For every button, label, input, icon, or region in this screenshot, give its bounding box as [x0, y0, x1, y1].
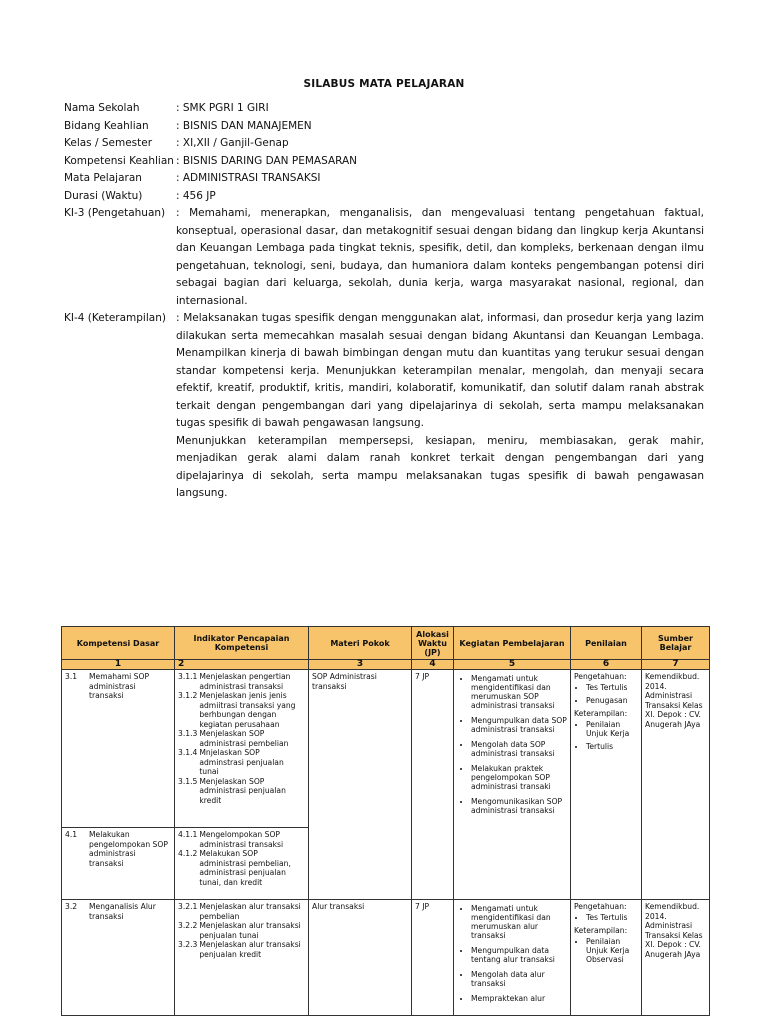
penilaian-item: • Penilaian Unjuk Kerja — [586, 720, 638, 738]
info-label: Kelas / Semester — [64, 137, 153, 149]
penilaian-cell — [571, 900, 642, 1016]
ipk-text: Melakukan SOP administrasi pembelian, administrasi penjualan tunai, dan kredit — [199, 849, 291, 887]
kd-number: 4.1 — [65, 830, 78, 839]
kd-text: Menganalisis Alur transaksi — [89, 902, 156, 921]
ipk-number: 3.2.1 — [178, 902, 198, 911]
kegiatan-item: • Mengamati untuk mengidentifikasi dan merumuskan SOP administrasi transaksi — [471, 674, 567, 710]
ipk-number: 3.1.4 — [178, 748, 198, 757]
info-row-subject — [64, 170, 704, 188]
penilaian-cell — [571, 670, 642, 900]
column-number: 1 — [62, 660, 175, 670]
penilaian-keterampilan-label: Keterampilan: — [574, 709, 628, 718]
penilaian-item: • Penilaian Unjuk Kerja Observasi — [586, 937, 638, 964]
header-kegiatan: Kegiatan Pembelajaran — [454, 627, 571, 660]
syllabus-table — [61, 626, 710, 1016]
column-number: 7 — [642, 660, 710, 670]
ipk-cell — [175, 670, 309, 828]
ipk-text: Menjelaskan alur transaksi penjualan tunai — [199, 921, 301, 940]
info-value: : SMK PGRI 1 GIRI — [176, 102, 269, 114]
ipk-text: Menjelaskan pengertian administrasi transaksi — [199, 672, 291, 691]
info-value: : 456 JP — [176, 189, 216, 202]
materi-cell: SOP Administrasi transaksi — [309, 670, 412, 900]
waktu-cell: 7 JP — [412, 670, 454, 900]
ipk-number: 3.1.5 — [178, 776, 198, 786]
column-number: 6 — [571, 660, 642, 670]
info-label: KI-3 (Pengetahuan) — [64, 207, 166, 219]
penilaian-item: • Tes Tertulis — [586, 913, 638, 922]
kegiatan-item: • Mengumpulkan data SOP administrasi transaksi — [471, 716, 567, 734]
ipk-cell — [175, 900, 309, 1016]
info-row-ki3 — [64, 205, 704, 310]
penilaian-pengetahuan-label: Pengetahuan: — [574, 902, 627, 911]
kegiatan-item: • Mengumpulkan data tentang alur transaksi — [471, 946, 567, 964]
sumber-cell: Kemendikbud. 2014. Administrasi Transaksi Kelas XI. Depok : CV. Anugerah JAya — [642, 900, 710, 1016]
info-row-ki4 — [64, 310, 704, 503]
penilaian-keterampilan-label: Keterampilan: — [574, 926, 628, 935]
info-row-duration — [64, 188, 704, 206]
info-row-competency — [64, 153, 704, 171]
ipk-text: Menjelaskan jenis jenis admiitrasi transaksi yang berhbungan dengan kegiatan perusahaan — [199, 691, 296, 729]
materi-cell: Alur transaksi — [309, 900, 412, 1016]
ipk-number: 4.1.1 — [178, 830, 198, 839]
ki3-text: : Memahami, menerapkan, menganalisis, dan mengevaluasi tentang pengetahuan faktual, konseptual, operasional dasar, dan metakognitif sesuai dengan bidang dan lingkup kerja Akuntansi dan Keuangan Lembaga pada tingkat teknis, spesifik, detil, dan kompleks, berkenaan dengan ilmu pengetahuan, teknologi, seni, budaya, dan humaniora dalam konteks pengembangan potensi diri sebagai bagian dari keluarga, sekolah, dunia kerja, warga masyarakat nasional, regional, dan internasional. — [176, 207, 704, 307]
info-row-school — [64, 100, 704, 118]
document-title: SILABUS MATA PELAJARAN — [303, 78, 465, 90]
ipk-text: Menjelaskan SOP administrasi pembelian — [199, 729, 289, 748]
column-number: 3 — [309, 660, 412, 670]
kd-cell — [62, 670, 175, 828]
table-row — [62, 670, 710, 828]
penilaian-item: • Tes Tertulis — [586, 683, 638, 692]
info-label: Durasi (Waktu) — [64, 189, 143, 202]
header-penilaian: Penilaian — [571, 627, 642, 660]
penilaian-item: • Penugasan — [586, 696, 638, 705]
waktu-cell: 7 JP — [412, 900, 454, 1016]
header-kompetensi-dasar: Kompetensi Dasar — [62, 627, 175, 660]
ipk-number: 3.2.3 — [178, 940, 198, 949]
ipk-number: 3.1.2 — [178, 691, 198, 700]
ki4-paragraph-1: : Melaksanakan tugas spesifik dengan menggunakan alat, informasi, dan prosedur kerja yang lazim dilakukan serta memecahkan masalah sesuai dengan bidang Akuntansi dan Keuangan Lembaga. Menampilkan kinerja di bawah bimbingan dengan mutu dan kuantitas yang terukur sesuai dengan standar kompetensi kerja. Menunjukkan keterampilan menalar, mengolah, dan menyaji secara efektif, kreatif, produktif, kritis, mandiri, kolaboratif, komunikatif, dan solutif dalam ranah abstrak terkait dengan pengembangan dari yang dipelajarinya di sekolah, serta mampu melaksanakan tugas spesifik di bawah pengawasan langsung. — [176, 312, 704, 429]
ipk-cell — [175, 828, 309, 900]
kd-text: Melakukan pengelompokan SOP administrasi transaksi — [89, 830, 168, 868]
info-label: Kompetensi Keahlian — [64, 154, 174, 167]
info-value: : XI,XII / Ganjil-Genap — [176, 137, 289, 149]
kd-cell — [62, 828, 175, 900]
info-row-class — [64, 135, 704, 153]
ipk-text: Menjelaskan SOP administrasi penjualan kredit — [199, 776, 286, 805]
penilaian-item: • Tertulis — [586, 742, 638, 751]
kd-text: Memahami SOP administrasi transaksi — [89, 672, 150, 700]
column-number: 2 — [175, 660, 309, 670]
kegiatan-item: • Mempraktekan alur — [471, 994, 567, 1003]
info-label: Mata Pelajaran — [64, 172, 142, 184]
table-number-row — [62, 660, 710, 670]
info-value: : BISNIS DAN MANAJEMEN — [176, 119, 312, 132]
header-materi: Materi Pokok — [309, 627, 412, 660]
kegiatan-cell — [454, 900, 571, 1016]
info-label: Bidang Keahlian — [64, 119, 149, 132]
header-alokasi: Alokasi Waktu (JP) — [412, 627, 454, 660]
info-label: Nama Sekolah — [64, 102, 140, 114]
info-row-field — [64, 118, 704, 136]
column-number: 4 — [412, 660, 454, 670]
table-header-row — [62, 627, 710, 660]
ipk-number: 3.2.2 — [178, 921, 198, 930]
kegiatan-item: • Melakukan praktek pengelompokan SOP administrasi transaki — [471, 764, 567, 791]
kegiatan-item: • Mengamati untuk mengidentifikasi dan merumuskan alur transaksi — [471, 904, 567, 940]
ipk-text: Menjelaskan alur transaksi pembelian — [199, 902, 301, 921]
ipk-number: 4.1.2 — [178, 849, 198, 858]
table-row — [62, 900, 710, 1016]
syllabus-info — [64, 100, 704, 503]
header-indikator: Indikator Pencapaian Kompetensi — [175, 627, 309, 660]
kegiatan-cell — [454, 670, 571, 900]
info-label: KI-4 (Keterampilan) — [64, 312, 166, 324]
kd-number: 3.1 — [65, 672, 78, 681]
column-number: 5 — [454, 660, 571, 670]
info-value: : BISNIS DARING DAN PEMASARAN — [176, 154, 358, 167]
ki4-paragraph-2: Menunjukkan keterampilan mempersepsi, kesiapan, meniru, membiasakan, gerak mahir, menjadikan gerak alami dalam ranah konkret terkait dengan pengembangan dari yang dipelajarinya di sekolah, serta mampu melaksanakan tugas spesifik di bawah pengawasan langsung. — [176, 434, 704, 499]
kegiatan-item: • Mengolah data alur transaksi — [471, 970, 567, 988]
info-value: : ADMINISTRASI TRANSAKSI — [176, 172, 321, 184]
kegiatan-item: • Mengomunikasikan SOP administrasi transaksi — [471, 797, 567, 815]
header-sumber: Sumber Belajar — [642, 627, 710, 660]
ipk-text: Menjelaskan alur transaksi penjualan kredit — [199, 940, 301, 959]
kd-number: 3.2 — [65, 902, 78, 911]
kd-cell — [62, 900, 175, 1016]
kegiatan-item: • Mengolah data SOP administrasi transaksi — [471, 740, 567, 758]
ipk-number: 3.1.1 — [178, 672, 198, 681]
ipk-number: 3.1.3 — [178, 729, 198, 738]
penilaian-pengetahuan-label: Pengetahuan: — [574, 672, 627, 681]
ki4-text — [176, 310, 704, 503]
ipk-text: Mengelompokan SOP administrasi transaksi — [199, 830, 284, 849]
ipk-text: Mnjelaskan SOP adminstrasi penjualan tunai — [199, 748, 284, 776]
sumber-cell: Kemendikbud. 2014. Administrasi Transaksi Kelas XI. Depok : CV. Anugerah JAya — [642, 670, 710, 900]
